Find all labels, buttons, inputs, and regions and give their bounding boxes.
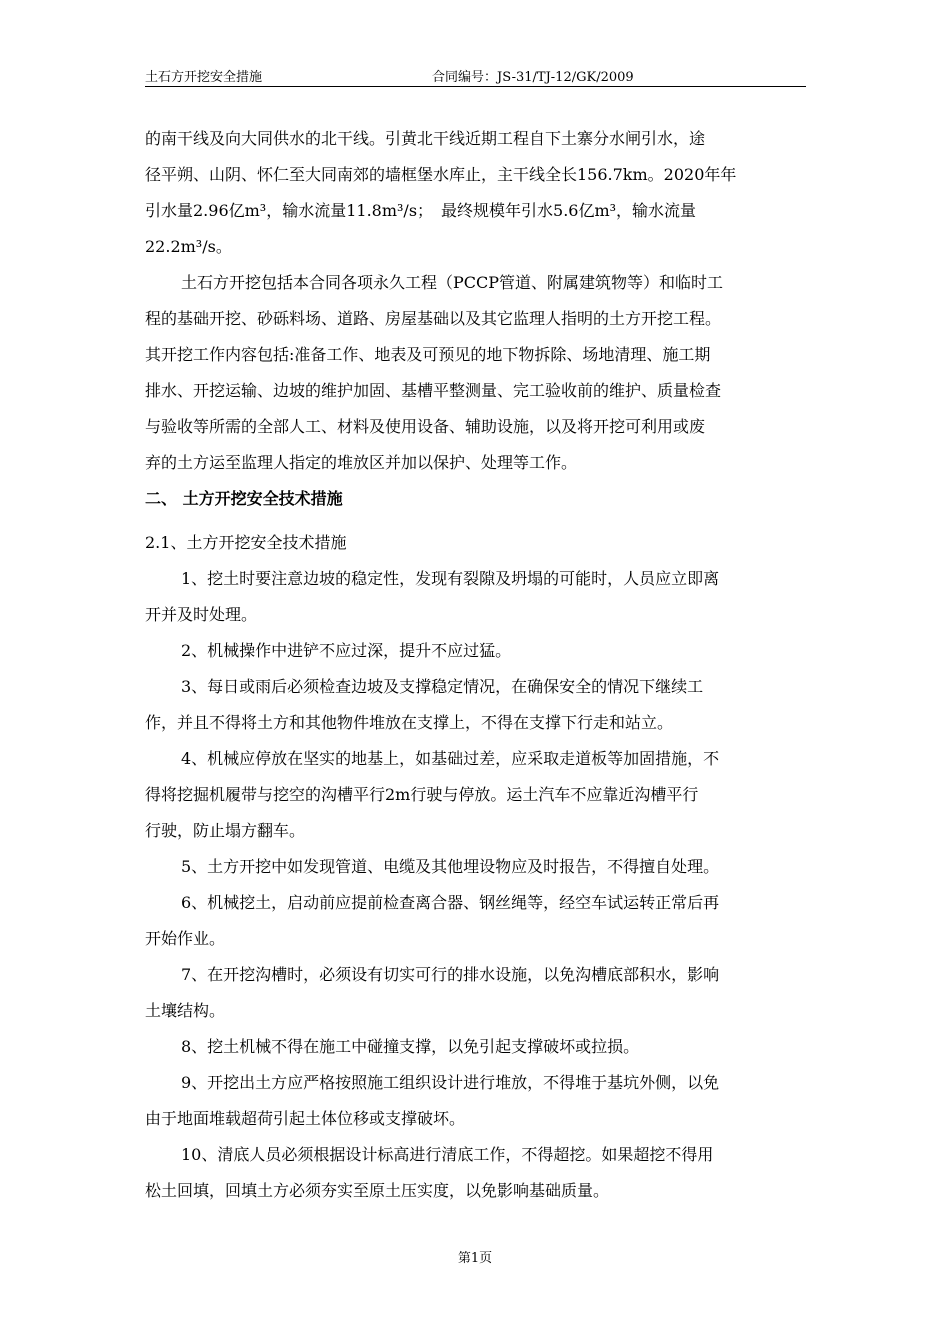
- text-line: 径平朔、山阴、怀仁至大同南郊的墙框堡水库止，主干线全长156.7km。2020年年: [145, 165, 737, 184]
- text-line: 土石方开挖包括本合同各项永久工程（PCCP管道、附属建筑物等）和临时工: [181, 273, 724, 292]
- list-item: [145, 1029, 809, 1065]
- list-item: [145, 561, 809, 633]
- text-line: 程的基础开挖、砂砾料场、道路、房屋基础以及其它监理人指明的土方开挖工程。: [145, 309, 722, 328]
- text-line: 排水、开挖运输、边坡的维护加固、基槽平整测量、完工验收前的维护、质量检查: [145, 381, 722, 400]
- list-item: [145, 885, 809, 957]
- header-doc-title: 土石方开挖安全措施: [145, 70, 263, 85]
- text-line: 8、挖土机械不得在施工中碰撞支撑，以免引起支撑破坏或拉损。: [181, 1037, 640, 1056]
- text-line: 得将挖掘机履带与挖空的沟槽平行2m行驶与停放。运土汽车不应靠近沟槽平行: [145, 785, 699, 804]
- text-line: 弃的土方运至监理人指定的堆放区并加以保护、处理等工作。: [145, 453, 578, 472]
- page-number: 第1页: [457, 1251, 493, 1266]
- text-line: 7、在开挖沟槽时，必须设有切实可行的排水设施，以免沟槽底部积水，影响: [181, 965, 720, 984]
- header-contract-number: 合同编号：JS-31/TJ-12/GK/2009: [432, 70, 634, 85]
- text-line: 开并及时处理。: [145, 605, 258, 624]
- list-item: [145, 1137, 809, 1209]
- text-line: 其开挖工作内容包括:准备工作、地表及可预见的地下物拆除、场地清理、施工期: [145, 345, 711, 364]
- page-header: [145, 64, 806, 87]
- text-line: 9、开挖出土方应严格按照施工组织设计进行堆放，不得堆于基坑外侧，以免: [181, 1073, 720, 1092]
- text-line: 的南干线及向大同供水的北干线。引黄北干线近期工程自下土寨分水闸引水，途: [145, 129, 706, 148]
- paragraph-excavation-scope: [145, 265, 809, 481]
- subsection-heading: 2.1、土方开挖安全技术措施: [145, 533, 347, 552]
- text-line: 行驶，防止塌方翻车。: [145, 821, 306, 840]
- text-line: 开始作业。: [145, 929, 226, 948]
- document-body: [145, 121, 809, 1209]
- list-item: [145, 633, 809, 669]
- text-line: 1、挖土时要注意边坡的稳定性，发现有裂隙及坍塌的可能时，人员应立即离: [181, 569, 720, 588]
- text-line: 4、机械应停放在坚实的地基上，如基础过差，应采取走道板等加固措施，不: [181, 749, 720, 768]
- list-item: [145, 1065, 809, 1137]
- list-item: [145, 957, 809, 1029]
- text-line: 与验收等所需的全部人工、材料及使用设备、辅助设施，以及将开挖可利用或废: [145, 417, 706, 436]
- text-line: 2、机械操作中进铲不应过深，提升不应过猛。: [181, 641, 512, 660]
- text-line: 5、土方开挖中如发现管道、电缆及其他埋设物应及时报告，不得擅自处理。: [181, 857, 720, 876]
- text-line: 10、清底人员必须根据设计标高进行清底工作，不得超挖。如果超挖不得用: [181, 1145, 714, 1164]
- list-item: [145, 849, 809, 885]
- text-line: 22.2m³/s。: [145, 237, 232, 256]
- text-line: 6、机械挖土，启动前应提前检查离合器、钢丝绳等，经空车试运转正常后再: [181, 893, 720, 912]
- text-line: 土壤结构。: [145, 1001, 226, 1020]
- list-item: [145, 669, 809, 741]
- text-line: 松土回填，回填土方必须夯实至原土压实度，以免影响基础质量。: [145, 1181, 610, 1200]
- text-line: 作，并且不得将土方和其他物件堆放在支撑上，不得在支撑下行走和站立。: [145, 713, 674, 732]
- list-item: [145, 741, 809, 849]
- text-line: 3、每日或雨后必须检查边坡及支撑稳定情况，在确保安全的情况下继续工: [181, 677, 704, 696]
- text-line: 由于地面堆载超荷引起土体位移或支撑破坏。: [145, 1109, 466, 1128]
- paragraph-project-intro: [145, 121, 809, 265]
- text-line: 引水量2.96亿m³，输水流量11.8m³/s； 最终规模年引水5.6亿m³，输水流量: [145, 201, 697, 220]
- section-heading: 二、 土方开挖安全技术措施: [145, 489, 343, 508]
